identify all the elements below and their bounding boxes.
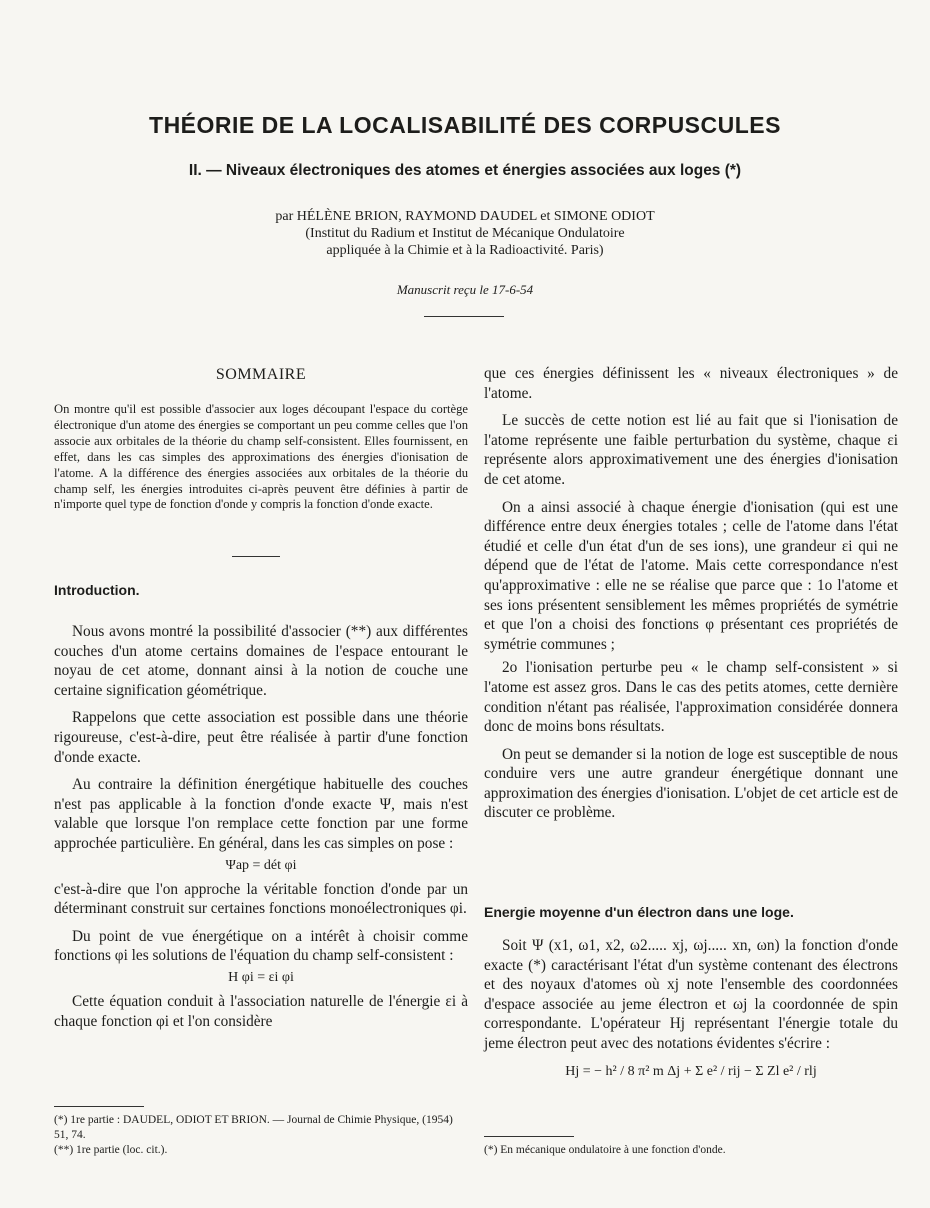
- energy-section: [484, 904, 898, 1080]
- introduction-heading: Introduction.: [54, 582, 140, 598]
- author-names: par HÉLÈNE BRION, RAYMOND DAUDEL et SIMONE ODIOT: [275, 209, 655, 224]
- intro-paragraph-5: Du point de vue énergétique on a intérêt à choisir comme fonctions φi les solutions de l'équation du champ self-consistent :: [54, 927, 468, 965]
- formula-hamiltonian: Hj = − h² / 8 π² m Δj + Σ e² / rij − Σ Zl e² / rlj: [565, 1063, 817, 1079]
- intro-paragraph-2: Rappelons que cette association est possible dans une théorie rigoureuse, c'est-à-dire, peut être réalisée à partir d'une fonction d'onde exacte.: [54, 709, 468, 766]
- right-footnotes: [484, 1136, 898, 1158]
- received-date: Manuscrit reçu le 17-6-54: [396, 282, 534, 297]
- formula-self-consistent: H φi = εi φi: [228, 969, 294, 985]
- right-paragraph-4: 2o l'ionisation perturbe peu « le champ self-consistent » si l'atome est assez gros. Dans le cas des petits atomes, cette dernière condition n'étant pas réalisée, l'approximation considérée donnera donc de moins bons résultats.: [484, 659, 898, 736]
- right-paragraph-5: On peut se demander si la notion de loge est susceptible de nous conduire vers une autre grandeur énergétique donnant une approximation des énergies d'ionisation. L'objet de cet article est de discuter ce problème.: [484, 745, 898, 822]
- footnote-right: (*) En mécanique ondulatoire à une fonction d'onde.: [484, 1144, 726, 1156]
- introduction-section: [54, 582, 468, 598]
- right-column-body: [484, 364, 898, 823]
- energy-paragraph: Soit Ψ (x1, ω1, x2, ω2..... xj, ωj..... xn, ωn) la fonction d'onde exacte (*) caractérisant l'état d'un système contenant des électrons et des noyaux d'atomes où xj note l'ensemble des coordonnées d'espace associée au jeme électron et ωj la coordonnée de spin correspondante. L'opérateur Hj représentant l'énergie totale du jeme électron peut avec des notations évidentes s'écrire :: [484, 937, 898, 1052]
- intro-paragraph-4: c'est-à-dire que l'on approche la véritable fonction d'onde par un déterminant construit sur certaines fonctions monoélectroniques φi.: [54, 880, 468, 918]
- affiliation-line-1: (Institut du Radium et Institut de Mécanique Ondulatoire: [305, 226, 625, 241]
- right-paragraph-1: que ces énergies définissent les « niveaux électroniques » de l'atome.: [484, 365, 898, 402]
- affiliation-line-2: appliquée à la Chimie et à la Radioactivité. Paris): [326, 243, 604, 258]
- summary-text: On montre qu'il est possible d'associer aux loges découpant l'espace du cortège électronique d'un atome des énergies se comportant un peu comme celles que l'on associe aux orbitales de la théorie du champ self-consistent. Elles fournissent, en effet, dans les cas simples des approximations des énergies d'ionisation de l'atome. A la différence des énergies associées aux orbitales de la théorie du champ self, les énergies introduites ci-après peuvent être définies à partir de n'importe quel type de fonction d'onde y compris la fonction d'onde exacte.: [54, 402, 468, 512]
- left-footnotes: [54, 1106, 468, 1158]
- footnote-divider: [54, 1106, 144, 1107]
- left-column-body: [54, 622, 468, 1031]
- author-block: [0, 208, 930, 259]
- formula-psi-approx: Ψap = dét φi: [225, 857, 297, 873]
- article-title: THÉORIE DE LA LOCALISABILITÉ DES CORPUSCULES: [149, 112, 781, 138]
- summary-divider: [232, 556, 280, 557]
- intro-paragraph-1: Nous avons montré la possibilité d'associer (**) aux différentes couches d'un atome certains domaines de l'espace entourant le noyau de cet atome, donnant ainsi à la notion de couche une certaine signification géométrique.: [54, 623, 468, 699]
- footnote-divider-right: [484, 1136, 574, 1137]
- energy-section-heading: Energie moyenne d'un électron dans une loge.: [484, 904, 794, 920]
- article-subtitle: II. — Niveaux électroniques des atomes et énergies associées aux loges (*): [188, 162, 742, 179]
- footnote-1: (*) 1re partie : DAUDEL, ODIOT ET BRION. — Journal de Chimie Physique, (1954) 51, 74.: [54, 1114, 453, 1141]
- summary-heading: SOMMAIRE: [215, 366, 307, 383]
- intro-paragraph-6: Cette équation conduit à l'association naturelle de l'énergie εi à chaque fonction φi et l'on considère: [54, 992, 468, 1030]
- intro-paragraph-3: Au contraire la définition énergétique habituelle des couches n'est pas applicable à la fonction d'onde exacte Ψ, mais n'est valable que lorsque l'on remplace cette fonction par une forme approchée particulière. En général, dans les cas simples on pose :: [54, 776, 468, 852]
- header-divider: [424, 316, 504, 317]
- right-paragraph-3: On a ainsi associé à chaque énergie d'ionisation (qui est une différence entre deux énergies totales ; celle de l'atome dans l'état étudié et celle d'un état d'un de ses ions), une grandeur εi qui ne dépend que de l'état de l'atome. Mais cette correspondance n'est qu'approximative : elle ne se réalise que parce que : 1o l'atome et ses ions présentent sensiblement les mêmes propriétés de symétrie et que l'on a choisi des fonctions φ présentant ces propriétés de symétrie communes ;: [484, 498, 898, 653]
- right-paragraph-2: Le succès de cette notion est lié au fait que si l'ionisation de l'atome représente une faible perturbation du système, chaque εi représente alors approximativement une des énergies d'ionisation de cet atome.: [484, 412, 898, 488]
- footnote-2: (**) 1re partie (loc. cit.).: [54, 1144, 168, 1156]
